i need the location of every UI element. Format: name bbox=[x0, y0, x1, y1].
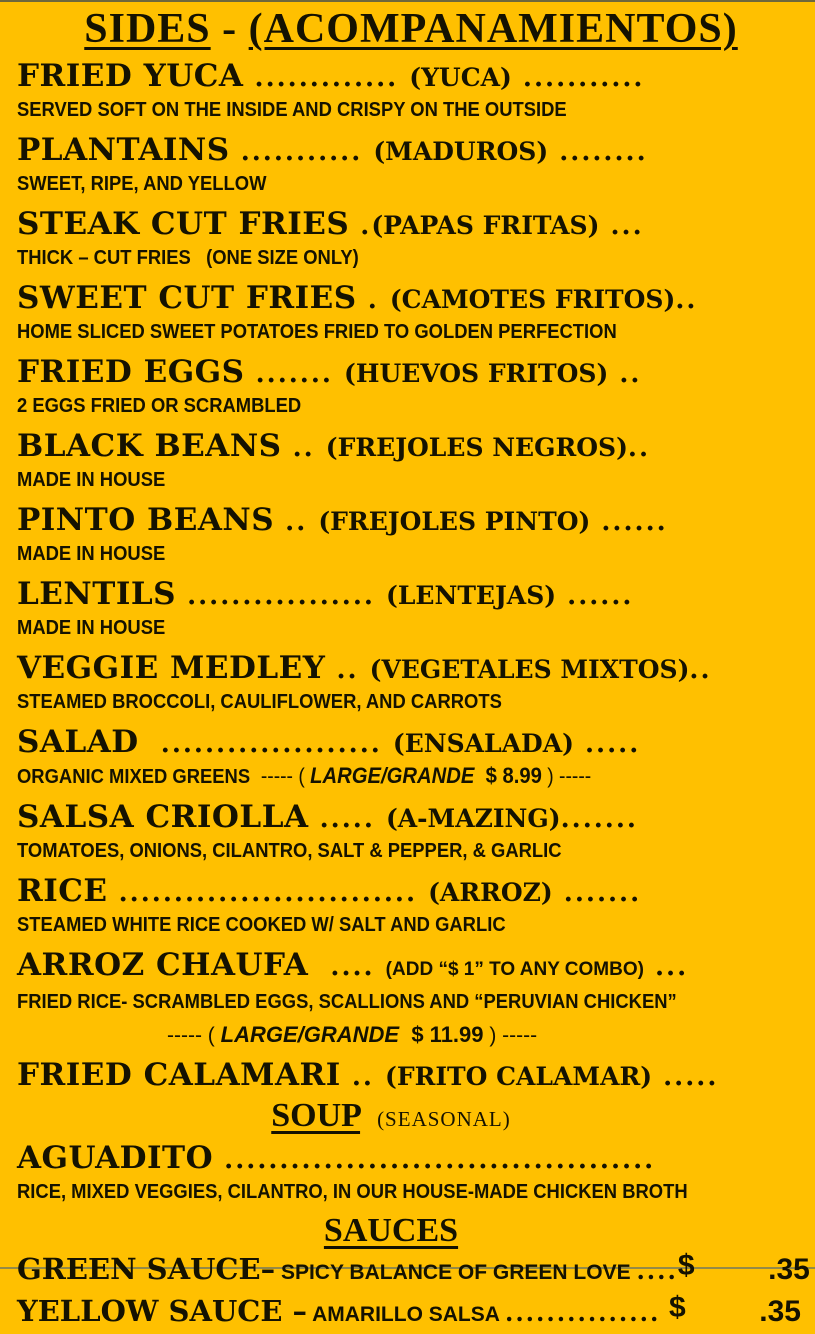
dot-leader: . bbox=[356, 285, 390, 315]
item-name: VEGGIE MEDLEY bbox=[17, 650, 326, 686]
item-subtitle: (CAMOTES FRITOS) bbox=[389, 285, 676, 314]
dot-leader: ... bbox=[599, 211, 644, 241]
item-description bbox=[17, 690, 742, 714]
item-description-text: MADE IN HOUSE bbox=[17, 469, 166, 491]
item-subtitle: (FREJOLES NEGROS) bbox=[325, 433, 628, 462]
item-subtitle: (HUEVOS FRITOS) bbox=[344, 359, 609, 388]
dot-leader: ...... bbox=[590, 507, 668, 537]
menu-item-row bbox=[17, 722, 805, 764]
size-note-open: ----- ( bbox=[167, 1024, 221, 1047]
item-name: AGUADITO bbox=[17, 1140, 214, 1176]
dot-leader: .... bbox=[636, 1256, 678, 1285]
item-subtitle: (PAPAS FRITAS) bbox=[371, 211, 600, 240]
item-subtitle: (FREJOLES PINTO) bbox=[318, 507, 591, 536]
menu-item-row bbox=[17, 574, 805, 616]
item-description bbox=[17, 320, 742, 344]
item-description-text: SWEET, RIPE, AND YELLOW bbox=[17, 173, 267, 195]
dot-leader: ........................... bbox=[107, 878, 429, 908]
menu-item-row bbox=[17, 278, 805, 320]
item-subtitle: (MADUROS) bbox=[373, 137, 549, 166]
item-name: LENTILS bbox=[17, 576, 177, 612]
section-heading bbox=[17, 1212, 765, 1250]
item-subtitle: (LENTEJAS) bbox=[386, 581, 557, 610]
dot-leader: ....... bbox=[560, 804, 638, 834]
price-group bbox=[678, 1251, 814, 1289]
menu-item-row bbox=[17, 871, 805, 913]
item-description bbox=[17, 98, 742, 122]
menu-item-row bbox=[17, 130, 805, 172]
menu-item-row bbox=[17, 1138, 805, 1180]
menu-item-row bbox=[17, 500, 805, 542]
menu-item-row bbox=[17, 945, 805, 990]
item-note: (ADD “$ 1” TO ANY COMBO) bbox=[385, 959, 644, 980]
dot-leader: .. bbox=[689, 655, 712, 685]
item-name: FRIED YUCA bbox=[17, 58, 244, 94]
item-subtitle: (A-MAZING) bbox=[385, 804, 561, 833]
size-note-open: ----- ( bbox=[250, 765, 311, 788]
item-description-text: HOME SLICED SWEET POTATOES FRIED TO GOLDEN PERFECTION bbox=[17, 321, 617, 343]
menu-title-paren: (ACOMPANAMIENTOS) bbox=[248, 6, 738, 52]
sauce-description: AMARILLO SALSA bbox=[307, 1303, 505, 1326]
item-description-text: TOMATOES, ONIONS, CILANTRO, SALT & PEPPER, & GARLIC bbox=[17, 840, 562, 862]
price-value: .35 bbox=[759, 1295, 801, 1328]
item-description bbox=[17, 394, 742, 418]
dot-leader: ....... bbox=[244, 359, 345, 389]
item-name: STEAK CUT FRIES bbox=[17, 206, 350, 242]
item-name: SALAD bbox=[17, 724, 139, 760]
menu-title-separator: - bbox=[210, 6, 249, 52]
dot-leader: ..... bbox=[308, 804, 386, 834]
dot-leader: ............. bbox=[243, 63, 410, 93]
item-name: ARROZ CHAUFA bbox=[17, 947, 309, 983]
dot-leader: ...... bbox=[556, 581, 634, 611]
menu-item-row bbox=[17, 1055, 805, 1097]
dot-leader: ..... bbox=[652, 1062, 719, 1092]
menu-item-row bbox=[17, 648, 805, 690]
size-note-close: ) ----- bbox=[541, 765, 592, 788]
dot-leader: .. bbox=[608, 359, 642, 389]
sauce-row bbox=[17, 1249, 810, 1292]
menu-body bbox=[17, 56, 810, 1334]
menu-title-main: SIDES bbox=[84, 6, 211, 52]
item-description bbox=[17, 172, 742, 196]
item-name: RICE bbox=[17, 873, 108, 909]
size-note-close: ) ----- bbox=[483, 1024, 538, 1047]
dot-leader: ............... bbox=[504, 1298, 661, 1327]
dot-leader: ................. bbox=[176, 581, 386, 611]
item-description-text: RICE, MIXED VEGGIES, CILANTRO, IN OUR HOUSE-MADE CHICKEN BROTH bbox=[17, 1181, 688, 1203]
item-name: BLACK BEANS bbox=[17, 428, 282, 464]
dot-leader: .................... bbox=[138, 729, 393, 759]
item-description bbox=[17, 616, 742, 640]
menu-item-row bbox=[17, 352, 805, 394]
item-name: SWEET CUT FRIES bbox=[17, 280, 357, 316]
item-description-text: STEAMED WHITE RICE COOKED W/ SALT AND GARLIC bbox=[17, 914, 506, 936]
dot-leader: .. bbox=[675, 285, 698, 315]
price-value: .35 bbox=[768, 1253, 810, 1286]
section-note: (SEASONAL) bbox=[377, 1107, 511, 1131]
item-description bbox=[17, 542, 742, 566]
menu-item-row bbox=[17, 797, 805, 839]
dot-leader: ... bbox=[643, 952, 689, 982]
item-subtitle: (YUCA) bbox=[409, 63, 512, 92]
section-title: SOUP bbox=[271, 1097, 361, 1134]
item-description-text: THICK – CUT FRIES (ONE SIZE ONLY) bbox=[17, 247, 359, 269]
menu-item-row bbox=[17, 204, 805, 246]
dot-leader: .... bbox=[308, 952, 386, 982]
item-description bbox=[17, 246, 742, 270]
item-name: PLANTAINS bbox=[17, 132, 230, 168]
dot-leader: .. bbox=[274, 507, 319, 537]
size-price: $ 8.99 bbox=[474, 763, 542, 788]
size-price: $ 11.99 bbox=[399, 1022, 484, 1047]
item-description-text: STEAMED BROCCOLI, CAULIFLOWER, AND CARROTS bbox=[17, 691, 502, 713]
section-title: SAUCES bbox=[323, 1212, 459, 1249]
dot-leader: ........... bbox=[229, 137, 374, 167]
price-currency: $ bbox=[677, 1249, 695, 1282]
dot-leader: .. bbox=[325, 655, 370, 685]
menu-item-row bbox=[17, 426, 805, 468]
sauce-name: YELLOW SAUCE – bbox=[17, 1294, 308, 1328]
item-description-text: 2 EGGS FRIED OR SCRAMBLED bbox=[17, 395, 302, 417]
menu-title bbox=[17, 6, 805, 52]
item-subtitle: (VEGETALES MIXTOS) bbox=[369, 655, 690, 684]
item-description bbox=[17, 1180, 742, 1204]
item-description bbox=[17, 839, 742, 863]
item-description bbox=[17, 764, 742, 789]
item-description-text: MADE IN HOUSE bbox=[17, 617, 166, 639]
item-subtitle: (ENSALADA) bbox=[392, 729, 574, 758]
section-title-gap bbox=[360, 1097, 377, 1134]
size-price-line bbox=[167, 1022, 805, 1049]
size-label: LARGE/GRANDE bbox=[220, 1022, 400, 1047]
price-currency: $ bbox=[669, 1291, 686, 1324]
item-description bbox=[17, 990, 742, 1014]
item-description-text: MADE IN HOUSE bbox=[17, 543, 166, 565]
item-description-text: SERVED SOFT ON THE INSIDE AND CRISPY ON THE OUTSIDE bbox=[17, 99, 567, 121]
menu-page bbox=[0, 2, 815, 1334]
item-subtitle: (FRITO CALAMAR) bbox=[385, 1062, 653, 1091]
dot-leader: .. bbox=[281, 433, 326, 463]
dot-leader: ....................................... bbox=[213, 1145, 656, 1175]
item-name: FRIED CALAMARI bbox=[17, 1057, 341, 1093]
menu-item-row bbox=[17, 56, 805, 98]
item-description bbox=[17, 913, 742, 937]
dot-leader: .. bbox=[627, 433, 651, 463]
dot-leader: ........ bbox=[548, 137, 648, 167]
item-description-text: ORGANIC MIXED GREENS bbox=[17, 766, 251, 788]
item-name: PINTO BEANS bbox=[17, 502, 275, 538]
item-name: FRIED EGGS bbox=[17, 354, 245, 390]
sauce-description: SPICY BALANCE OF GREEN LOVE bbox=[275, 1261, 637, 1284]
item-subtitle: (ARROZ) bbox=[428, 878, 553, 907]
item-description-text: FRIED RICE- SCRAMBLED EGGS, SCALLIONS AND “PERUVIAN CHICKEN” bbox=[17, 991, 677, 1013]
price-group bbox=[669, 1293, 805, 1331]
dot-leader: . bbox=[349, 211, 372, 241]
item-description bbox=[17, 468, 742, 492]
dot-leader: ....... bbox=[552, 878, 642, 908]
sauce-name: GREEN SAUCE– bbox=[17, 1252, 276, 1286]
dot-leader: ........... bbox=[511, 63, 645, 93]
dot-leader: .. bbox=[340, 1062, 385, 1092]
item-name: SALSA CRIOLLA bbox=[17, 799, 309, 835]
size-label: LARGE/GRANDE bbox=[310, 763, 475, 788]
section-heading bbox=[17, 1097, 765, 1138]
dot-leader: ..... bbox=[573, 729, 641, 759]
sauce-row bbox=[17, 1292, 805, 1334]
